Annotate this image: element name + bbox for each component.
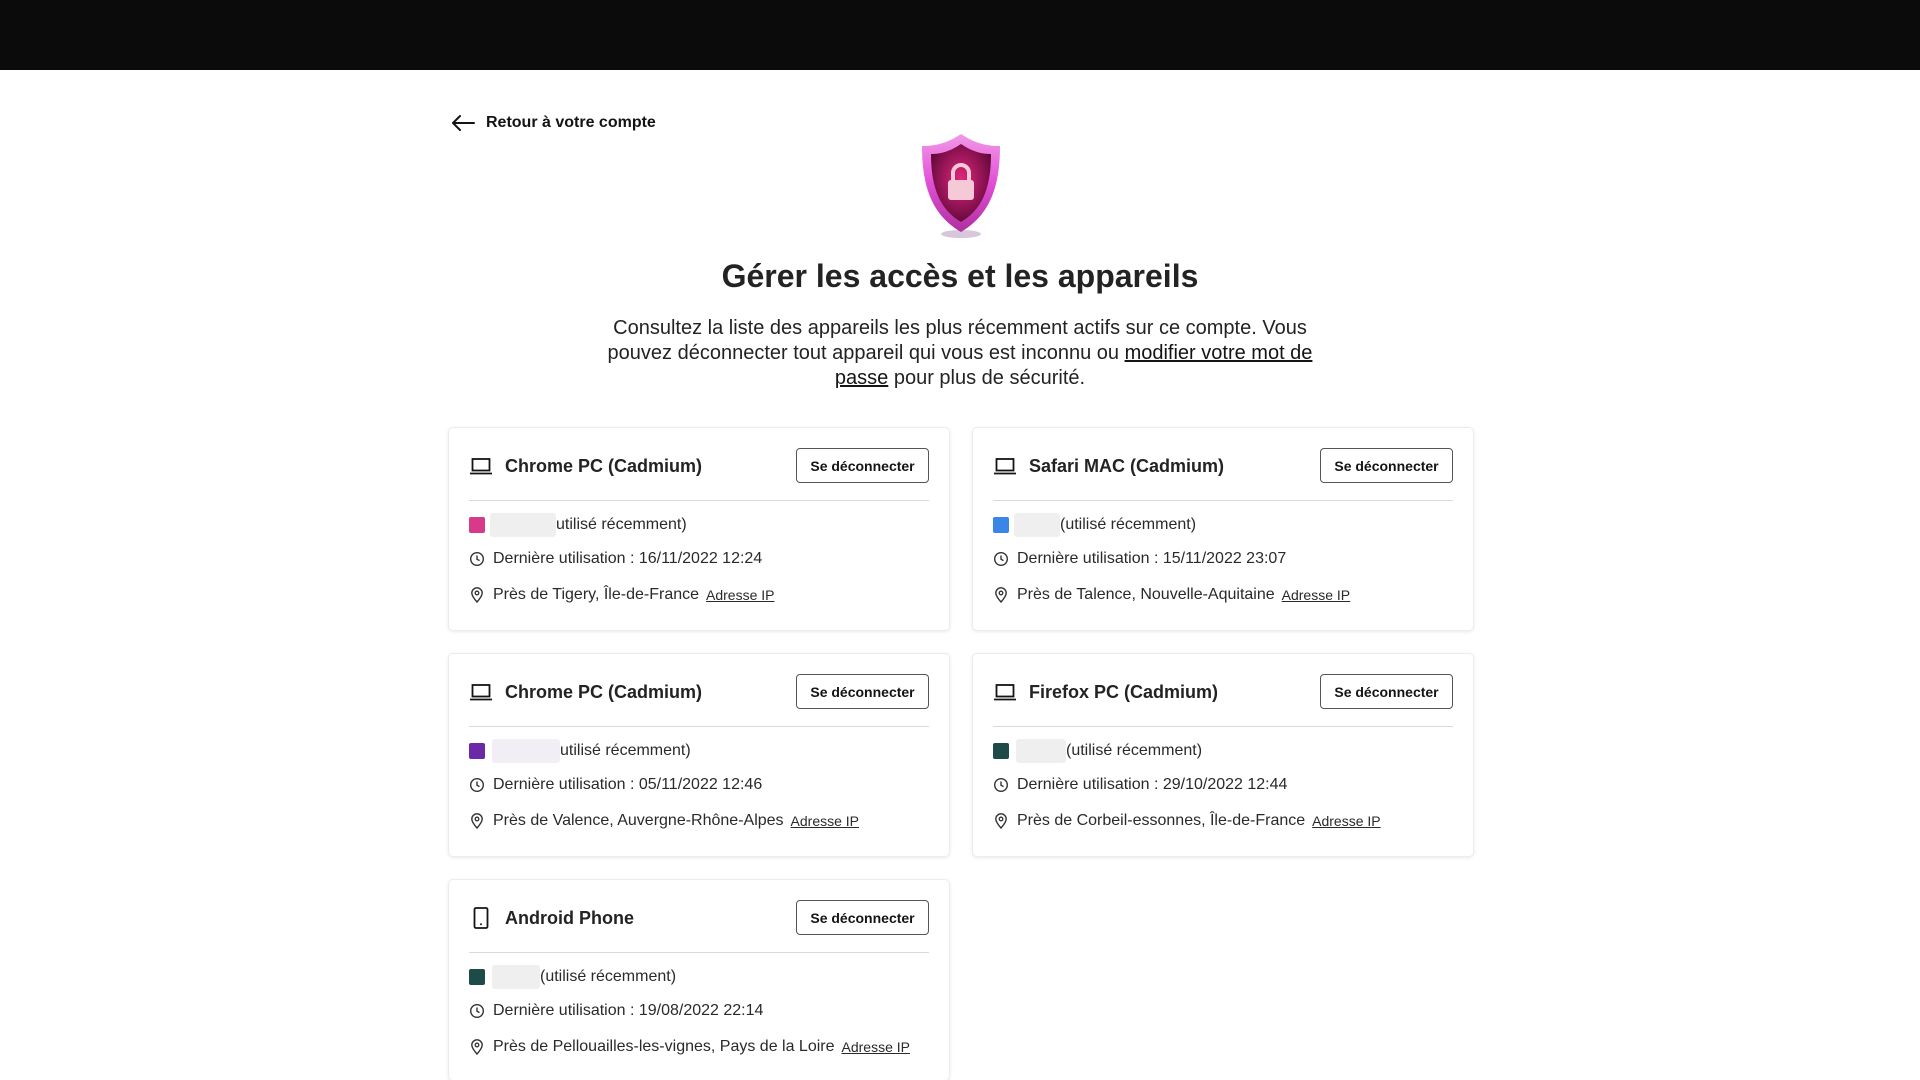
intro-text: [590, 316, 1330, 391]
last-used-row: [993, 774, 1453, 796]
last-used-row: [469, 1000, 929, 1022]
last-used-row: [469, 774, 929, 796]
device-card-header: [993, 428, 1453, 501]
device-card-header: [993, 654, 1453, 727]
profile-avatar: [993, 743, 1009, 759]
profile-row: [469, 966, 929, 988]
ip-address-link[interactable]: Adresse IP: [1281, 587, 1351, 603]
back-link-label: Retour à votre compte: [486, 114, 656, 131]
location-pin-icon: [993, 813, 1009, 829]
laptop-icon: [993, 454, 1017, 478]
location-text: Près de Corbeil-essonnes, Île-de-France: [1017, 812, 1306, 829]
laptop-icon: [993, 680, 1017, 704]
device-name: Android Phone: [505, 908, 634, 928]
laptop-icon: [469, 454, 493, 478]
device-name: Safari MAC (Cadmium): [1029, 456, 1225, 476]
ip-address-link[interactable]: Adresse IP: [1312, 813, 1381, 829]
security-shield-icon: [916, 130, 1006, 240]
last-used-text: Dernière utilisation : 16/11/2022 12:24: [493, 550, 763, 567]
redacted-profile-name: [1014, 513, 1060, 537]
intro-text-before: Consultez la liste des appareils les plus récemment actifs sur ce compte. Vous pouvez déconnecter tout appareil qui vous est inconnu ou: [607, 317, 1307, 364]
ip-address-link[interactable]: Adresse IP: [841, 1039, 910, 1055]
logout-button[interactable]: Se déconnecter: [796, 448, 929, 483]
device-card: [973, 654, 1473, 856]
location-row: [993, 810, 1453, 832]
last-used-text: Dernière utilisation : 05/11/2022 12:46: [493, 776, 763, 793]
location-pin-icon: [469, 1039, 485, 1055]
device-card-header: [469, 880, 929, 953]
profile-suffix: utilisé récemment): [556, 516, 687, 533]
clock-icon: [469, 777, 485, 793]
profile-suffix: (utilisé récemment): [1066, 742, 1203, 759]
device-card: [973, 428, 1473, 630]
location-row: [469, 810, 929, 832]
location-text: Près de Talence, Nouvelle-Aquitaine: [1017, 586, 1275, 603]
location-row: [469, 1036, 929, 1058]
change-password-link[interactable]: modifier votre mot de passe: [834, 342, 1313, 389]
last-used-text: Dernière utilisation : 19/08/2022 22:14: [493, 1002, 764, 1019]
logout-button[interactable]: Se déconnecter: [1320, 448, 1453, 483]
location-row: [993, 584, 1453, 606]
profile-avatar: [469, 969, 485, 985]
profile-avatar: [469, 743, 485, 759]
profile-suffix: (utilisé récemment): [540, 968, 677, 985]
last-used-row: [993, 548, 1453, 570]
page-title: Gérer les accès et les appareils: [721, 258, 1199, 294]
location-text: Près de Valence, Auvergne-Rhône-Alpes: [493, 812, 784, 829]
device-card: [449, 880, 949, 1080]
top-bar: [0, 0, 1920, 70]
profile-avatar: [469, 517, 485, 533]
profile-row: [469, 740, 929, 762]
logout-button[interactable]: Se déconnecter: [796, 674, 929, 709]
device-card: [449, 428, 949, 630]
location-text: Près de Pellouailles-les-vignes, Pays de la Loire: [493, 1038, 835, 1055]
location-pin-icon: [469, 587, 485, 603]
device-name: Firefox PC (Cadmium): [1029, 682, 1219, 702]
clock-icon: [469, 551, 485, 567]
device-card-header: [469, 428, 929, 501]
redacted-profile-name: [490, 513, 556, 537]
device-card-header: [469, 654, 929, 727]
redacted-profile-name: [492, 965, 540, 989]
device-card: [449, 654, 949, 856]
last-used-text: Dernière utilisation : 29/10/2022 12:44: [1017, 776, 1288, 793]
location-row: [469, 584, 929, 606]
location-text: Près de Tigery, Île-de-France: [493, 586, 700, 603]
laptop-icon: [469, 680, 493, 704]
profile-suffix: (utilisé récemment): [1060, 516, 1197, 533]
ip-address-link[interactable]: Adresse IP: [790, 813, 860, 829]
profile-row: [469, 514, 929, 536]
location-pin-icon: [469, 813, 485, 829]
profile-suffix: utilisé récemment): [560, 742, 691, 759]
phone-icon: [469, 906, 493, 930]
clock-icon: [993, 551, 1009, 567]
location-pin-icon: [993, 587, 1009, 603]
logout-button[interactable]: Se déconnecter: [1320, 674, 1453, 709]
clock-icon: [993, 777, 1009, 793]
clock-icon: [469, 1003, 485, 1019]
last-used-text: Dernière utilisation : 15/11/2022 23:07: [1017, 550, 1287, 567]
last-used-row: [469, 548, 929, 570]
redacted-profile-name: [492, 739, 560, 763]
intro-text-after: pour plus de sécurité.: [893, 367, 1086, 389]
profile-row: [993, 740, 1453, 762]
device-name: Chrome PC (Cadmium): [505, 682, 703, 702]
redacted-profile-name: [1016, 739, 1066, 763]
back-to-account-link[interactable]: [450, 110, 656, 136]
device-name: Chrome PC (Cadmium): [505, 456, 703, 476]
logout-button[interactable]: Se déconnecter: [796, 900, 929, 935]
profile-avatar: [993, 517, 1009, 533]
profile-row: [993, 514, 1453, 536]
arrow-left-icon: [450, 110, 476, 136]
ip-address-link[interactable]: Adresse IP: [706, 587, 775, 603]
